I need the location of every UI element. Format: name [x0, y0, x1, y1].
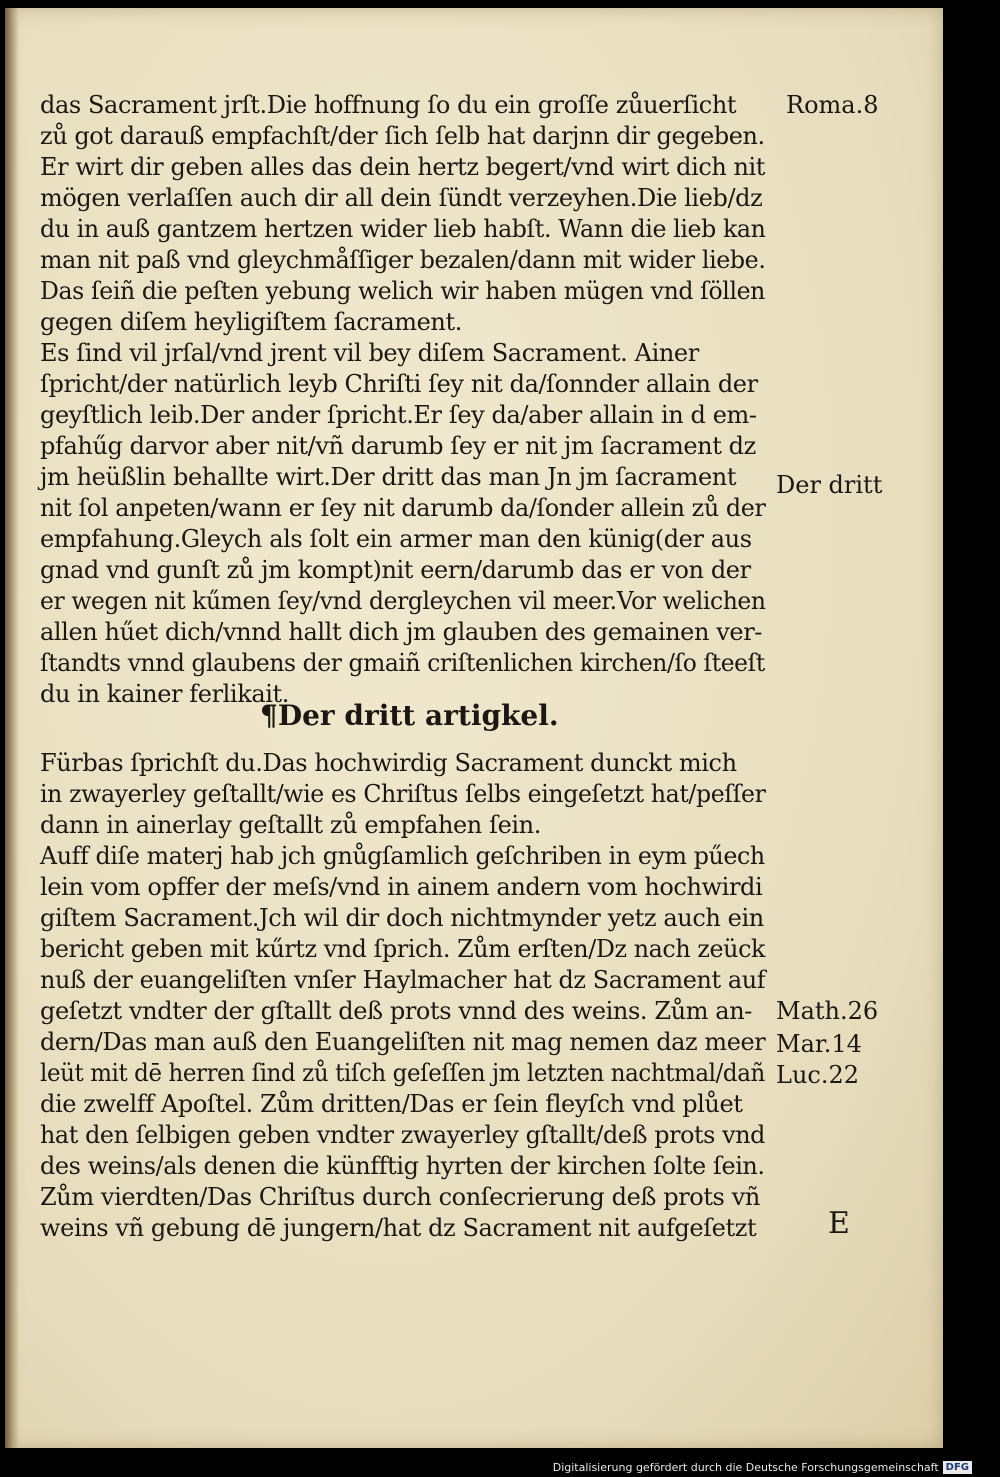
text-line: nit ſol anpeten/wann er ſey nit darumb da/ſonder allein zů der	[40, 494, 766, 522]
text-line: dern/Das man auß den Euangeliſten nit mag nemen daz meer	[40, 1028, 766, 1056]
text-line: dann in ainerlay geſtallt zů empfahen ſein.	[40, 811, 541, 839]
text-line: Er wirt dir geben alles das dein hertz begert/vnd wirt dich nit	[40, 153, 766, 181]
page-spine-edge	[5, 8, 19, 1448]
text-line: man nit paß vnd gleychmåſſiger bezalen/dann mit wider liebe.	[40, 246, 766, 274]
text-line: die zwelff Apoſtel. Zům dritten/Das er ſein fleyſch vnd plůet	[40, 1090, 743, 1118]
text-line: ſtandts vnnd glaubens der gmaiñ criſtenlichen kirchen/ſo ſteeſt	[40, 649, 765, 677]
dfg-logo: DFG	[943, 1461, 972, 1474]
text-line: gegen diſem heyligiſtem ſacrament.	[40, 308, 462, 336]
footer-text: Digitalisierung gefördert durch die Deutsche Forschungsgemeinschaft	[552, 1460, 939, 1474]
text-line: leüt mit dē herren ſind zů tiſch geſeſſen jm letzten nachtmal/dañ	[40, 1059, 765, 1087]
text-line: Fürbas ſprichſt du.Das hochwirdig Sacrament dunckt mich	[40, 749, 737, 777]
text-line: empfahung.Gleych als ſolt ein armer man den künig(der aus	[40, 525, 752, 553]
catchword: E	[828, 1206, 850, 1241]
margin-note: Der dritt	[776, 471, 883, 499]
text-line: in zwayerley geſtallt/wie es Chriſtus ſelbs eingeſetzt hat/peſſer	[40, 780, 766, 808]
text-line: gnad vnd gunſt zů jm kompt)nit eern/darumb das er von der	[40, 556, 751, 584]
text-line: du in kainer ferlikait.	[40, 680, 290, 708]
text-line: lein vom opffer der meſs/vnd in ainem andern vom hochwirdi	[40, 873, 763, 901]
text-line: des weins/als denen die künfftig hyrten der kirchen ſolte ſein.	[40, 1152, 765, 1180]
text-line: du in auß gantzem hertzen wider lieb habſt. Wann die lieb kan	[40, 215, 766, 243]
text-line: nuß der euangeliſten vnſer Haylmacher hat dz Sacrament auf	[40, 966, 766, 994]
text-line: pfahűg darvor aber nit/vñ darumb ſey er nit jm ſacrament dz	[40, 432, 756, 460]
margin-note: Roma.8	[786, 91, 879, 119]
margin-note: Math.26	[776, 997, 879, 1025]
text-line: Auff diſe materj hab jch gnůgſamlich geſchriben in eym pűech	[40, 842, 765, 870]
text-line: giſtem Sacrament.Jch wil dir doch nichtmynder yetz auch ein	[40, 904, 764, 932]
text-line: weins vñ gebung dē jungern/hat dz Sacrament nit aufgeſetzt	[40, 1214, 757, 1242]
text-line: allen hűet dich/vnnd hallt dich jm glauben des gemainen ver-	[40, 618, 762, 646]
footer	[553, 1459, 972, 1475]
text-line: Es ſind vil jrſal/vnd jrent vil bey diſem Sacrament. Ainer	[40, 339, 699, 367]
margin-note: Mar.14	[776, 1030, 862, 1058]
section-heading: ¶Der dritt artigkel.	[260, 699, 559, 732]
text-line: geſetzt vndter der gſtallt deß prots vnnd des weins. Zům an-	[40, 997, 752, 1025]
text-line: zů got darauß empfachſt/der ſich ſelb hat darjnn dir gegeben.	[40, 122, 765, 150]
text-line: das Sacrament jrſt.Die hoffnung ſo du ein groſſe zůuerſicht	[40, 91, 737, 119]
text-line: Das ſeiñ die peſten yebung welich wir haben mügen vnd ſöllen	[40, 277, 765, 305]
text-line: geyſtlich leib.Der ander ſpricht.Er ſey da/aber allain in d em-	[40, 401, 757, 429]
text-line: Zům vierdten/Das Chriſtus durch conſecrierung deß prots vñ	[40, 1183, 760, 1211]
text-line: ſpricht/der natürlich leyb Chriſti ſey nit da/ſonnder allain der	[40, 370, 758, 398]
text-line: jm heüßlin behallte wirt.Der dritt das man Jn jm ſacrament	[40, 463, 737, 491]
margin-note: Luc.22	[776, 1061, 860, 1089]
text-line: hat den ſelbigen geben vndter zwayerley gſtallt/deß prots vnd	[40, 1121, 766, 1149]
text-line: bericht geben mit kűrtz vnd ſprich. Zům erſten/Dz nach zeück	[40, 935, 766, 963]
text-line: mögen verlaſſen auch dir all dein ſündt verzeyhen.Die lieb/dz	[40, 184, 763, 212]
text-line: er wegen nit kűmen ſey/vnd dergleychen vil meer.Vor welichen	[40, 587, 766, 615]
